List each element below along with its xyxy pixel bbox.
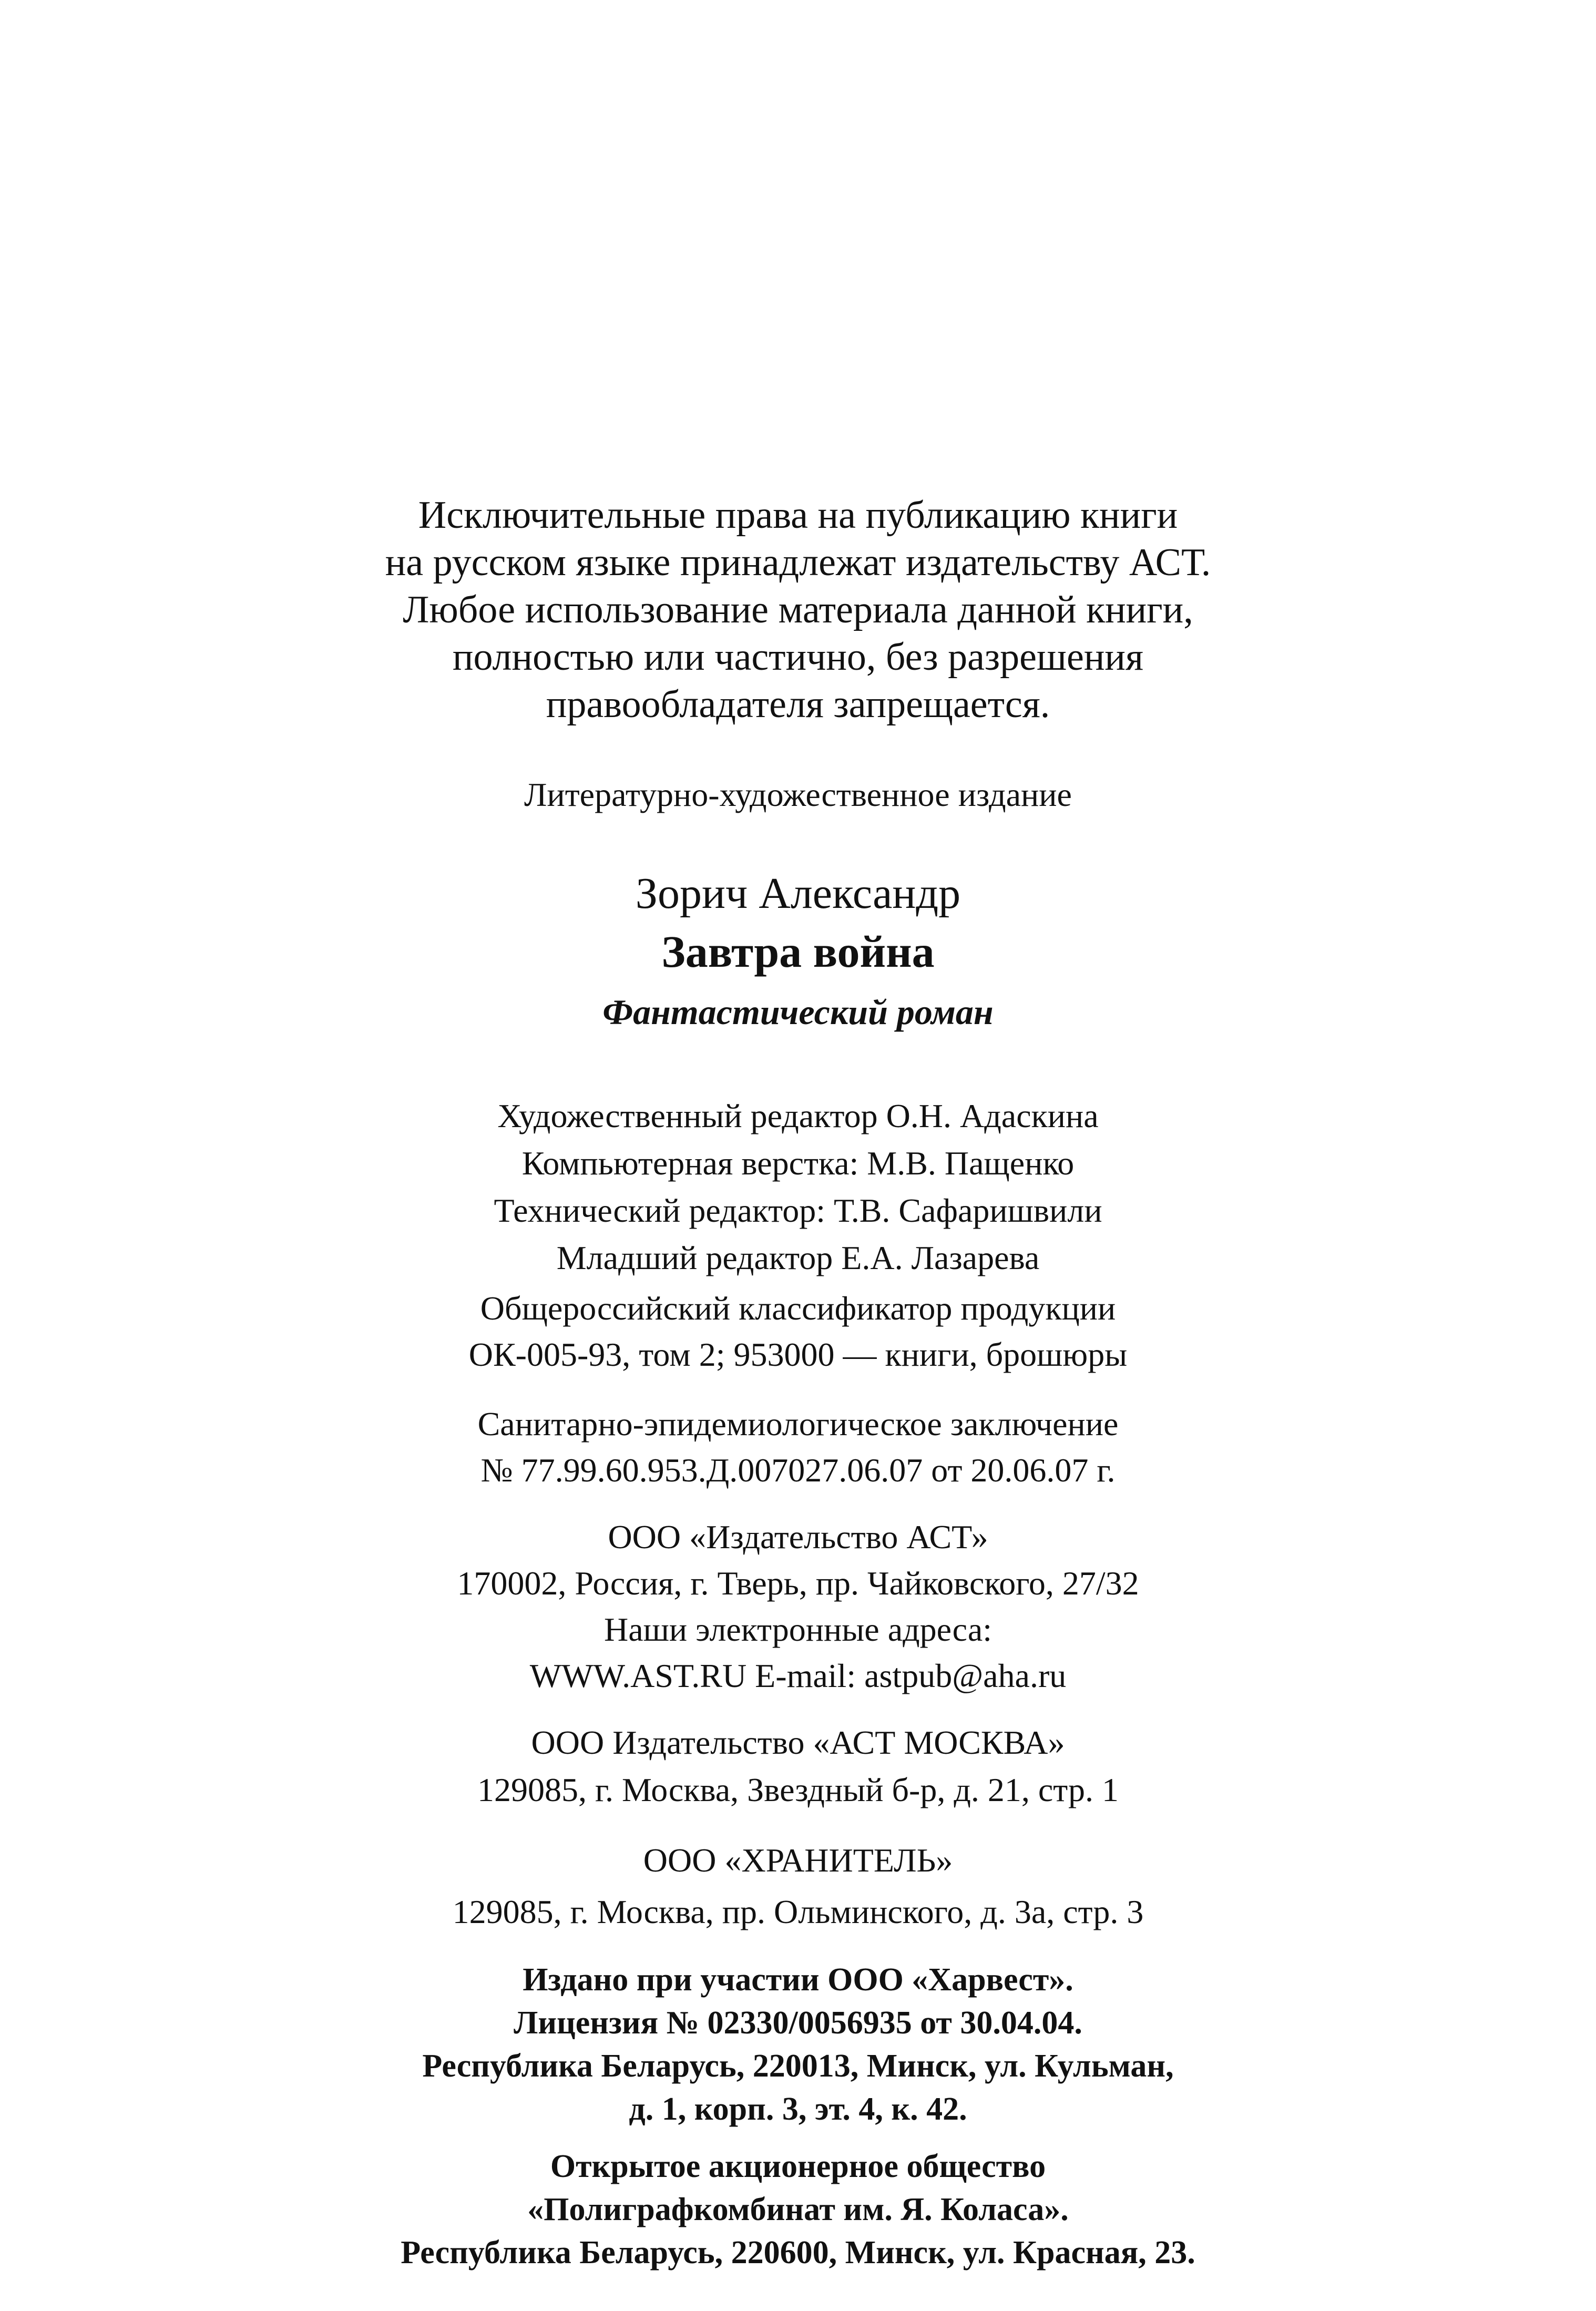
- printer-line: Республика Беларусь, 220600, Минск, ул. Красная, 23.: [401, 2235, 1195, 2271]
- publisher-keeper-line: ООО «ХРАНИТЕЛЬ»: [643, 1842, 953, 1879]
- book-genre: [0, 988, 1596, 1036]
- publisher-ast: [0, 1514, 1596, 1699]
- printer-line: «Полиграфкомбинат им. Я. Коласа».: [527, 2192, 1069, 2227]
- edition-type: [0, 774, 1596, 816]
- credits: [0, 1092, 1596, 1282]
- published-with-line: Лицензия № 02330/0056935 от 30.04.04.: [514, 2005, 1082, 2041]
- rights-notice-line: Любое использование материала данной книги,: [403, 588, 1193, 631]
- rights-notice-line: на русском языке принадлежат издательству АСТ.: [385, 541, 1211, 584]
- sanitary-line: Санитарно-эпидемиологическое заключение: [477, 1405, 1119, 1443]
- classifier-line: Общероссийский классификатор продукции: [480, 1290, 1116, 1327]
- publisher-keeper-line: 129085, г. Москва, пр. Ольминского, д. 3а, стр. 3: [452, 1893, 1144, 1930]
- edition-type-text: Литературно-художественное издание: [524, 776, 1072, 813]
- printer-line: Открытое акционерное общество: [550, 2149, 1046, 2184]
- book-genre-text: Фантастический роман: [602, 992, 994, 1032]
- publisher-ast-moscow-line: ООО Издательство «АСТ МОСКВА»: [531, 1724, 1065, 1761]
- publisher-ast-moscow: [0, 1719, 1596, 1814]
- publisher-ast-line: Наши электронные адреса:: [603, 1611, 993, 1648]
- classifier-line: ОК-005-93, том 2; 953000 — книги, брошюры: [468, 1336, 1128, 1373]
- credits-line: Художественный редактор О.Н. Адаскина: [497, 1097, 1099, 1134]
- publisher-keeper: [0, 1835, 1596, 1938]
- book-author: [0, 867, 1596, 920]
- rights-notice-line: правообладателя запрещается.: [546, 683, 1050, 726]
- sanitary-certificate: [0, 1401, 1596, 1494]
- rights-notice-line: полностью или частично, без разрешения: [452, 636, 1144, 679]
- sanitary-line: № 77.99.60.953.Д.007027.06.07 от 20.06.07 г.: [480, 1451, 1116, 1489]
- credits-line: Младший редактор Е.А. Лазарева: [556, 1239, 1040, 1276]
- published-with: [0, 1958, 1596, 2131]
- published-with-line: Республика Беларусь, 220013, Минск, ул. Кульман,: [422, 2048, 1174, 2084]
- product-classifier: [0, 1285, 1596, 1378]
- published-with-line: д. 1, корп. 3, эт. 4, к. 42.: [629, 2091, 967, 2127]
- credits-line: Технический редактор: Т.В. Сафаришвили: [494, 1192, 1102, 1229]
- publisher-ast-contacts: WWW.AST.RU E-mail: astpub@aha.ru: [529, 1657, 1067, 1694]
- publisher-ast-line: 170002, Россия, г. Тверь, пр. Чайковского, 27/32: [457, 1564, 1139, 1602]
- credits-line: Компьютерная верстка: М.В. Пащенко: [521, 1144, 1075, 1182]
- rights-notice: [0, 492, 1596, 728]
- printer-info: [0, 2145, 1596, 2274]
- rights-notice-line: Исключительные права на публикацию книги: [418, 494, 1178, 537]
- book-title: [0, 924, 1596, 979]
- published-with-line: Издано при участии ООО «Харвест».: [523, 1962, 1073, 1998]
- book-author-text: Зорич Александр: [635, 869, 961, 918]
- book-title-text: Завтра война: [661, 926, 935, 977]
- publisher-ast-moscow-line: 129085, г. Москва, Звездный б-р, д. 21, стр. 1: [477, 1771, 1119, 1808]
- publisher-ast-line: ООО «Издательство АСТ»: [608, 1518, 988, 1556]
